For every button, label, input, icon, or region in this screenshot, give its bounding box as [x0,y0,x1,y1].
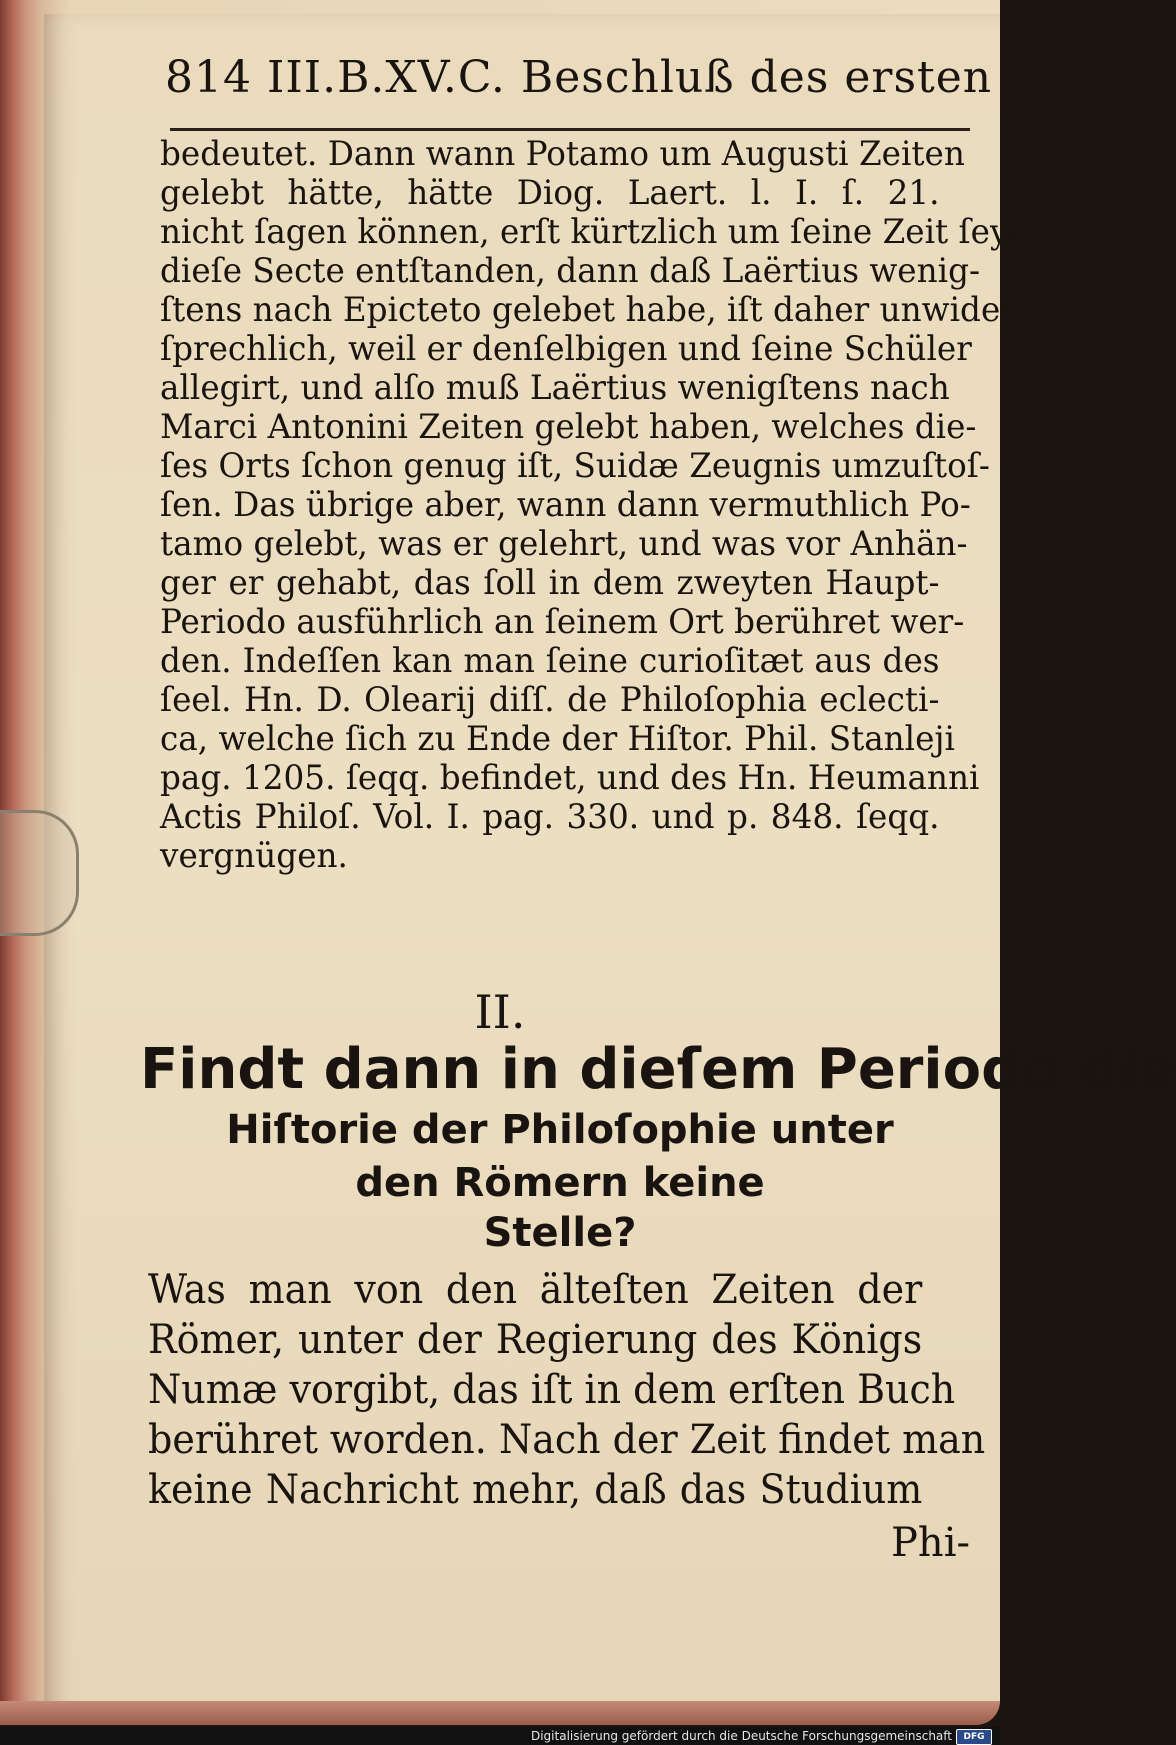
paragraph-line: pag. 1205. ſeqq. befindet, und des Hn. Heumanni [160,758,980,798]
paragraph-line: Marci Antonini Zeiten gelebt haben, welches die- [160,407,977,447]
paragraph-line: ſen. Das übrige aber, wann dann vermuthlich Po- [160,485,971,525]
paragraph-line: den. Indeſſen kan man ſeine curioſitæt aus des [160,641,940,681]
paragraph-line: Actis Philoſ. Vol. I. pag. 330. und p. 848. ſeqq. [160,797,940,837]
section-text-line: Was man von den älteſten Zeiten der [148,1267,923,1313]
paragraph-line: Periodo ausführlich an ſeinem Ort berühret wer- [160,602,965,642]
dfg-logo-icon: DFG [956,1729,992,1745]
page-tab-marker [0,810,79,936]
digitization-footer [0,1727,1000,1745]
paragraph-line: ca, welche ſich zu Ende der Hiſtor. Phil. Stanleji [160,719,955,759]
section-text-line: Römer, unter der Regierung des Königs [148,1317,923,1363]
section-title-line: den Römern keine [355,1160,765,1206]
footer-credit: Digitalisierung gefördert durch die Deutsche Forschungsgemeinschaft [530,1729,952,1743]
paragraph-line: allegirt, und alſo muß Laërtius wenigſtens nach [160,368,950,408]
section-title-line: Stelle? [483,1210,637,1256]
header-rule [170,128,970,131]
paragraph-line: gelebt hätte, hätte Diog. Laert. l. I. ſ. 21. [160,173,940,213]
section-text-line: keine Nachricht mehr, daß das Studium [148,1467,923,1513]
paragraph-line: tamo gelebt, was er gelehrt, und was vor Anhän- [160,524,968,564]
page-bottom-edge [0,1701,1000,1725]
paragraph-line: ſeel. Hn. D. Olearij diſſ. de Philoſophia eclecti- [160,680,940,720]
paragraph-line: ſes Orts ſchon genug iſt, Suidæ Zeugnis umzuſtoſ- [160,446,990,486]
catchword: Phi- [891,1520,970,1566]
paragraph-line: ger er gehabt, das ſoll in dem zweyten Haupt- [160,563,940,603]
paragraph-line: bedeutet. Dann wann Potamo um Augusti Zeiten [160,134,965,174]
paragraph-line: nicht ſagen können, erſt kürtzlich um ſeine Zeit ſeye [160,212,1028,252]
paragraph-line: ſprechlich, weil er denſelbigen und ſeine Schüler [160,329,972,369]
section-text-line: Numæ vorgibt, das iſt in dem erſten Buch [148,1367,956,1413]
paragraph-line: dieſe Secte entſtanden, dann daß Laërtius wenig- [160,251,981,291]
section-title-line: Findt dann in dieſem Periodo die [140,1037,1176,1102]
section-text-line: berühret worden. Nach der Zeit findet man [148,1417,986,1463]
paragraph-line: ſtens nach Epicteto gelebet habe, iſt daher unwider- [160,290,1027,330]
section-title-line: Hiſtorie der Philoſophie unter [226,1107,894,1153]
section-number: II. [474,985,526,1039]
running-head: 814 III.B.XV.C. Beschluß des ersten [165,52,993,103]
paragraph-line: vergnügen. [160,836,348,876]
